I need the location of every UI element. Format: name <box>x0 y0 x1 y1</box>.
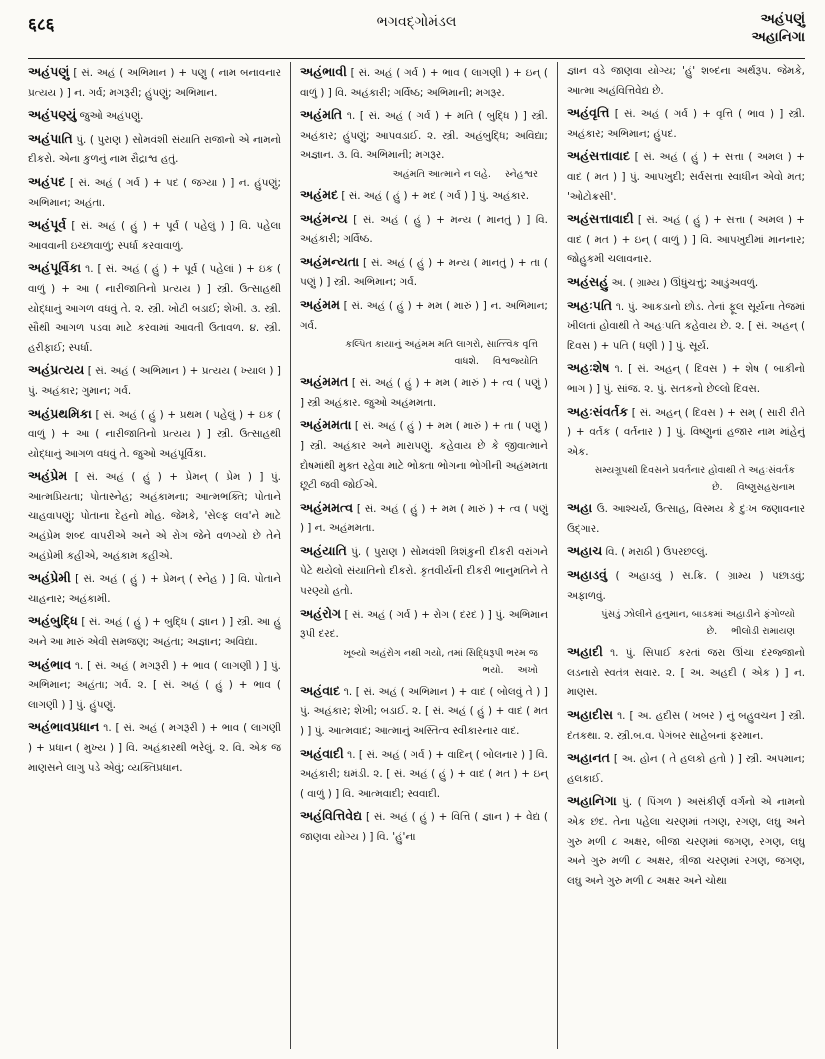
dictionary-entry <box>28 717 281 778</box>
entry-headword: અહંમમતા <box>299 417 352 433</box>
entry-definition: ૧. [ સં. અહન્ ( દિવસ ) + શેષ ( બાકીનો ભાગ ) ] પું. સાંજ. ૨. પું. સતકનો છેલ્લો દિવસ. <box>566 363 805 395</box>
dictionary-entry <box>300 105 548 183</box>
dictionary-entry <box>300 541 548 602</box>
entry-definition: [ સં. અહં ( હું ) + પ્રેમન્ ( પ્રેમ ) ] પું. આત્મપ્રિયતા; પોતાસ્નેહ; અહંકામના; આત્મભક્તિ; પોતાને ચાહવાપણું; પોતાના દેહનો મોહ. જેમકે, 'સેલ્ફ લવ'ને માટે અહંપ્રેમ શબ્દ વાપરીએ અને એ રોગ જેને વળગ્યો છે તેને અહંપ્રેમી કહીએ, અહંકામ કહીએ. <box>28 471 281 562</box>
entry-definition: [ સં. અહં ( હું ) + વિત્તિ ( જ્ઞાન ) + વેદ્ય ( જાણવા યોગ્ય ) ] વિ. 'હું'ના <box>299 811 548 843</box>
dictionary-entry <box>28 172 281 213</box>
entry-headword: અહંપ્રેમ <box>28 468 68 484</box>
dictionary-entry <box>300 498 548 539</box>
dictionary-entry <box>28 466 281 566</box>
dictionary-entry <box>28 404 281 465</box>
entry-definition: [ સં. અહં ( હું ) + મમ ( મારું ) + ત્વ ( પણું ) ] સ્ત્રી અહંકાર. જુઓ અહંમમતા. <box>299 377 548 409</box>
page-title: ભગવદ્ગોમંડલ <box>376 14 457 30</box>
entry-definition: પું. ( પુરાણ ) સોમવંશી ત્રિશંકુની દીકરી વરાંગને પેટે થયેલો સંયાતિનો દીકરો. કૃતવીર્યની દીકરી ભાનુમતિને તે પરણ્યો હતો. <box>299 545 548 598</box>
column-3 <box>557 62 805 1049</box>
entry-headword: અહાડવું <box>566 567 608 583</box>
entry-definition: ૧. પું. આકડાનો છોડ. તેનાં ફૂલ સૂર્યના તેજમાં ખીલતાં હોવાથી તે અહઃપતિ કહેવાય છે. ૨. [ સં. અહન્ ( દિવસ ) + પતિ ( ધણી ) ] પું. સૂર્ય. <box>566 300 805 352</box>
dictionary-entry <box>300 295 548 370</box>
entry-definition: જ્ઞાન વડે જાણવા યોગ્ય; 'હું' શબ્દના અર્થરૂપ. જેમકે, આત્મા અહંવિત્તિવેદ્ય છે. <box>566 65 805 97</box>
entry-definition: ૧. [ સં. અહં ( હું ) + પૂર્વ ( પહેલાં ) + ઇક ( વાળું ) + આ ( નારીજાતિનો પ્રત્યય ) ] સ્ત્રી. ઉત્સાહથી યોદ્ધાનું આગળ વધવું તે. ૨. સ્ત્રી. ખોટી બડાઈ; શેખી. ૩. સ્ત્રી. સૌથી આગળ પડવા માટે કરવામાં આવતી ઉતાવળ. ૪. સ્ત્રી. હરીફાઈ; સ્પર્ધા. <box>28 263 281 354</box>
dictionary-entry <box>567 62 805 101</box>
entry-headword: અહંસત્તાવાદ <box>566 148 631 164</box>
dictionary-columns <box>28 62 805 1049</box>
dictionary-entry <box>300 209 548 250</box>
dictionary-entry <box>567 402 805 497</box>
entry-headword: અહંપૂર્વિકા <box>28 260 82 276</box>
dictionary-entry <box>300 415 548 495</box>
entry-definition: અ. ( ગ્રામ્ય ) ઊંધુંચત્તું; આડુંઅવળું. <box>608 276 759 289</box>
guide-words <box>752 10 805 46</box>
entry-headword: અહંપદ <box>28 173 66 189</box>
dictionary-entry <box>300 681 548 742</box>
entry-definition: [ સં. અહં ( ગર્વ ) + પદ ( જગ્યા ) ] ન. હુંપણું; અભિમાન; અહંતા. <box>28 176 281 209</box>
entry-headword: અહંપ્રથમિકા <box>28 405 92 421</box>
entry-headword: અહાચ <box>566 543 603 559</box>
entry-headword: અહઃપતિ <box>566 297 613 313</box>
dictionary-entry <box>300 252 548 293</box>
entry-definition: ઉ. આશ્ચર્ય, ઉત્સાહ, વિસ્મય કે દુઃખ જણાવનાર ઉદ્ગાર. <box>566 503 805 535</box>
entry-definition: [ સં. અહં ( હું ) + મમ ( મારું ) + ત્વ ( પણું ) ] ન. અહંમમતા. <box>299 502 548 535</box>
entry-headword: અહંસત્તાવાદી <box>566 211 634 227</box>
dictionary-entry <box>567 296 805 357</box>
entry-definition: પું. ( પુરાણ ) સોમવંશી સંયાતિ રાજાનો એ નામનો દીકરો. એના કુળનું નામ રૌદ્રાશ્વ હતું. <box>28 133 281 166</box>
entry-definition: [ સં. અહં ( હું ) + સત્તા ( અમલ ) + વાદ ( મત ) + ઇન્ ( વાળું ) ] વિ. આપખુદીમાં માનનાર; જોહુકમી ચલાવનાર. <box>566 214 805 266</box>
entry-headword: અહંમન્યતા <box>299 253 360 269</box>
entry-definition: [ સં. અહં ( હું ) + મમ ( મારું ) + તા ( પણું ) ] સ્ત્રી. અહંકાર અને મારાપણું. કહેવાય છે કે જીવાત્માને દોષમાંથી મુક્ત રહેવા માટે ભોક્તા ભોગના ભોગીની અહંમમતા છૂટી જવી જોઈએ. <box>299 420 548 492</box>
dictionary-entry <box>567 791 805 891</box>
entry-headword: અહંપણું <box>28 64 70 79</box>
dictionary-entry <box>28 360 281 401</box>
entry-definition: [ સં. અહં ( અભિમાન ) + પણુ ( નામ બનાવનાર પ્રત્યય ) ] ન. ગર્વ; મગરૂરી; હુંપણું; અભિમાન. <box>28 67 281 99</box>
entry-headword: અહંવિત્તિવેદ્ય <box>299 808 363 824</box>
page-number: ६८६ <box>28 15 55 35</box>
dictionary-entry <box>28 611 281 652</box>
entry-definition: [ સં. અહં ( હું ) + મન્ય ( માનતું ) ] વિ. અહંકારી; ગર્વિષ્ઠ. <box>299 213 548 246</box>
entry-headword: અહંયાતિ <box>299 542 347 558</box>
entry-headword: અહંબુદ્ધિ <box>28 613 78 629</box>
dictionary-entry <box>567 209 805 270</box>
dictionary-entry <box>300 806 548 847</box>
page-header <box>28 10 805 60</box>
dictionary-entry <box>28 655 281 716</box>
entry-quotation <box>567 462 805 496</box>
dictionary-entry <box>300 604 548 679</box>
guide-word-first: અહંપણું <box>760 11 805 27</box>
entry-definition: જુઓ અહંપણું. <box>76 110 144 123</box>
entry-headword: અહાદી <box>566 644 603 660</box>
column-1 <box>28 62 290 1049</box>
entry-headword: અહંપણ્યું <box>28 107 77 123</box>
entry-headword: અહંભાવપ્રધાન <box>28 719 100 735</box>
entry-definition: [ સં. અહં ( અભિમાન ) + પ્રત્યય ( ખ્યાલ ) ] પું. અહંકાર; ગુમાન; ગર્વ. <box>28 365 281 397</box>
quotation-source: સ્નેહશ્વર <box>504 168 538 180</box>
quotation-text: ખૂબ્યો અહંરોગ નથી ગયો, તમાં સિદ્ધિરૂપી ભરમ જ ભયો. <box>343 647 538 676</box>
entry-definition: પું. ( પિંગળ ) અસંકીર્ણ વર્ગનો એ નામનો એક છંદ. તેના પહેલા ચરણમાં તગણ, રગણ, લઘુ અને ગુરુ મળી ૮ અક્ષર, બીજા ચરણમાં જગણ, રગણ, લઘુ અને ગુરુ મળી ૮ અક્ષર, ત્રીજા ચરણમાં રગણ, જગણ, લઘુ અને ગુરુ મળી ૮ અક્ષર અને ચોથા <box>566 796 805 887</box>
entry-headword: અહા <box>566 500 593 516</box>
entry-definition: ૧. [ સં. અહં ( મગરૂરી ) + ભાવ ( લાગણી ) ] પું. અભિમાન; અહંતા; ગર્વ. ૨. [ સં. અહં ( હું ) + ભાવ ( લાગણી ) ] પું. હુંપણું. <box>28 659 281 711</box>
dictionary-entry <box>567 748 805 789</box>
entry-definition: વિ. ( મરાઠી ) ઉપરછલ્લું. <box>602 546 708 559</box>
quotation-source: ભીલોડી રામાયણ <box>731 626 795 638</box>
dictionary-entry <box>567 705 805 746</box>
entry-definition: [ સં. અહં ( હું ) + મમ ( મારું ) ] ન. અભિમાન; ગર્વ. <box>299 299 548 332</box>
dictionary-entry <box>28 105 281 127</box>
entry-headword: અહંમમત્વ <box>299 499 354 515</box>
entry-definition: [ સં. અહં ( હું ) + પૂર્વ ( પહેલું ) ] વિ. પહેલા આવવાની ઇચ્છાવાળું; સ્પર્ધા કરવાવાળું. <box>28 220 281 252</box>
entry-definition: ૧. [ અ. હદીસ ( ખબર ) નું બહુવચન ] સ્ત્રી. દંતકથા. ૨. સ્ત્રી.બ.વ. પેગંબર સાહેબનાં ફરમાન. <box>566 710 805 742</box>
entry-definition: ૧. [ સં. અહં ( ગર્વ ) + મતિ ( બુદ્ધિ ) ] સ્ત્રી. અહંકાર; હુંપણું; આપવડાઈ. ૨. સ્ત્રી. અહંબુદ્ધિ; અવિદ્યા; અજ્ઞાન. ૩. વિ. અભિમાની; મગરૂર. <box>299 110 548 162</box>
column-2 <box>290 62 557 1049</box>
entry-definition: [ સં. અહં ( હું ) + પ્રેમન્ ( સ્નેહ ) ] વિ. પોતાને ચાહનાર; અહંકામી. <box>28 573 281 605</box>
entry-headword: અહંમમ <box>299 296 340 312</box>
entry-headword: અહંપ્રત્યય <box>28 362 85 378</box>
dictionary-entry <box>567 103 805 144</box>
entry-definition: [ સં. અહં ( ગર્વ ) + ભાવ ( લાગણી ) + ઇન્ ( વાળું ) ] વિ. અહંકારી; ગર્વિષ્ઠ; અભિમાની; મગરૂર. <box>299 67 548 99</box>
entry-definition: [ સં. અહં ( હું ) + સત્તા ( અમલ ) + વાદ ( મત ) ] પું. આપખુદી; સર્વસત્તા સ્વાધીન એવો મત; 'ઓટોક્રસી'. <box>566 151 805 203</box>
entry-definition: ૧. [ સં. અહં ( મગરૂરી ) + ભાવ ( લાગણી ) + પ્રધાન ( મુખ્ય ) ] વિ. અહંકારથી ભરેલું. ૨. વિ. એક જ માણસને લાગુ પડે એવું; વ્યક્તિપ્રધાન. <box>28 722 281 774</box>
entry-headword: અહઃસંવર્તક <box>566 403 629 419</box>
entry-headword: અહંવૃત્તિ <box>566 105 610 121</box>
dictionary-entry <box>28 129 281 170</box>
entry-headword: અહાનત <box>566 750 610 766</box>
dictionary-entry <box>567 272 805 294</box>
entry-headword: અહંવાદ <box>299 682 341 698</box>
quotation-text: પુંસડું ઝોલીને હનુમાન, બાડકમાં અહાડીને ફંગોળ્યો છે. <box>601 609 795 638</box>
entry-quotation <box>300 645 548 679</box>
entry-headword: અહંમદ <box>299 186 339 202</box>
entry-definition: [ સં. અહન્ ( દિવસ ) + સમ્ ( સારી રીતે ) + વર્તક ( વર્તનાર ) ] પું. વિષ્ણુનાં હજાર નામ માંહેનું એક. <box>566 406 805 458</box>
entry-definition: ૧. પું. સિપાઈ કરતાં જરા ઊંચા દરજ્જાનો લડનારો સ્વતંત્ર સવાર. ૨. [ અ. અહદી ( એક ) ] ન. માણસ. <box>566 647 805 699</box>
entry-headword: અહંપૂર્વ <box>28 217 67 233</box>
dictionary-entry <box>300 744 548 805</box>
quotation-source: અખો <box>517 664 538 676</box>
dictionary-entry <box>567 541 805 563</box>
quotation-text: કલ્પિત કાયાનું અહંમમ મતિ લાગરો, સાત્ત્વિક વૃત્તિ વાધશે. <box>345 339 538 368</box>
dictionary-entry <box>567 146 805 207</box>
quotation-text: સમ્યગ્રૂપથી દિવસને પ્રવર્તનાર હોવાથી તે અહઃસંવર્તક છે. <box>594 465 795 494</box>
dictionary-entry <box>300 185 548 207</box>
dictionary-entry <box>567 642 805 703</box>
entry-quotation <box>300 166 548 183</box>
quotation-source: વિષ્ણુસહસ્રનામ <box>736 482 795 494</box>
dictionary-entry <box>567 565 805 640</box>
entry-headword: અહંમમત <box>299 374 349 390</box>
entry-definition: [ સં. અહં ( હું ) + મદ ( ગર્વ ) ] પું. અહંકાર. <box>338 189 530 202</box>
entry-headword: અહંપાતિ <box>28 130 73 146</box>
dictionary-entry <box>28 258 281 358</box>
entry-headword: અહાનિગા <box>566 793 617 809</box>
entry-definition: [ સં. અહં ( હું ) + મન્ય ( માનતું ) + તા ( પણું ) ] સ્ત્રી. અભિમાન; ગર્વ. <box>299 256 548 289</box>
entry-definition: ૧. [ સં. અહં ( ગર્વ ) + વાદિન્ ( બોલનાર ) ] વિ. અહંકારી; ઘમંડી. ૨. [ સં. અહં ( હું ) + વાદ ( મત ) + ઇન્ ( વાળું ) ] વિ. આત્મવાદી; સ્વવાદી. <box>299 748 548 800</box>
entry-headword: અહંભાવી <box>299 64 347 79</box>
dictionary-entry <box>28 215 281 256</box>
entry-quotation <box>300 336 548 370</box>
entry-definition: [ સં. અહં ( ગર્વ ) + વૃત્તિ ( ભાવ ) ] સ્ત્રી. અહંકાર; અભિમાન; હુંપદ. <box>566 108 805 140</box>
dictionary-entry <box>28 568 281 609</box>
entry-definition: [ સં. અહં ( હું ) + પ્રથમ ( પહેલું ) + ઇક ( વાળું ) + આ ( નારીજાતિનો પ્રત્યય ) ] સ્ત્રી. ઉત્સાહથી યોદ્ધાનું આગળ વધવું તે. જુઓ અહંપૂર્વિકા. <box>28 408 281 460</box>
entry-quotation <box>567 606 805 640</box>
dictionary-entry <box>300 62 548 103</box>
quotation-text: અહંમતિ આત્માને ન લહે. <box>392 168 491 180</box>
entry-definition: ( અહાડવું ) સ.ક્રિ. ( ગ્રામ્ય ) પછાડવું; અફાળવું. <box>566 570 805 602</box>
entry-headword: અહાદીસ <box>566 707 614 723</box>
guide-word-last: અહાનિગા <box>751 29 805 45</box>
header-rule <box>28 58 805 59</box>
entry-headword: અહંમન્ય <box>299 210 348 226</box>
dictionary-entry <box>28 62 281 103</box>
entry-definition: [ અ. હોન ( તે હલકો હતો ) ] સ્ત્રી. અપમાન; હલકાઈ. <box>566 753 805 785</box>
entry-headword: અહંપ્રેમી <box>28 570 71 586</box>
entry-headword: અહંસહું <box>566 273 609 289</box>
entry-definition: [ સં. અહં ( હું ) + બુદ્ધિ ( જ્ઞાન ) ] સ્ત્રી. આ હું અને આ મારું એવી સમજણ; અહંતા; અજ્ઞાન; અવિદ્યા. <box>28 616 281 649</box>
entry-headword: અહંવાદી <box>299 745 344 761</box>
entry-headword: અહઃશેષ <box>566 360 610 376</box>
quotation-source: વિશ્વજ્યોતિ <box>492 356 538 368</box>
entry-headword: અહંમતિ <box>299 107 343 123</box>
dictionary-entry <box>567 498 805 539</box>
dictionary-entry <box>300 372 548 413</box>
entry-headword: અહંરોગ <box>299 605 342 621</box>
entry-definition: [ સં. અહં ( ગર્વ ) + રોગ ( દરદ ) ] પું. અભિમાન રૂપી દરદ. <box>299 608 548 641</box>
entry-headword: અહંભાવ <box>28 656 72 672</box>
entry-definition: ૧. [ સં. અહં ( અભિમાન ) + વાદ ( બોલવું તે ) ] પું. અહંકાર; શેખી; બડાઈ. ૨. [ સં. અહં ( હું ) + વાદ ( મત ) ] પું. આત્મવાદ; આત્માનું અસ્તિત્વ સ્વીકારનાર વાદ. <box>299 685 548 738</box>
dictionary-entry <box>567 358 805 399</box>
